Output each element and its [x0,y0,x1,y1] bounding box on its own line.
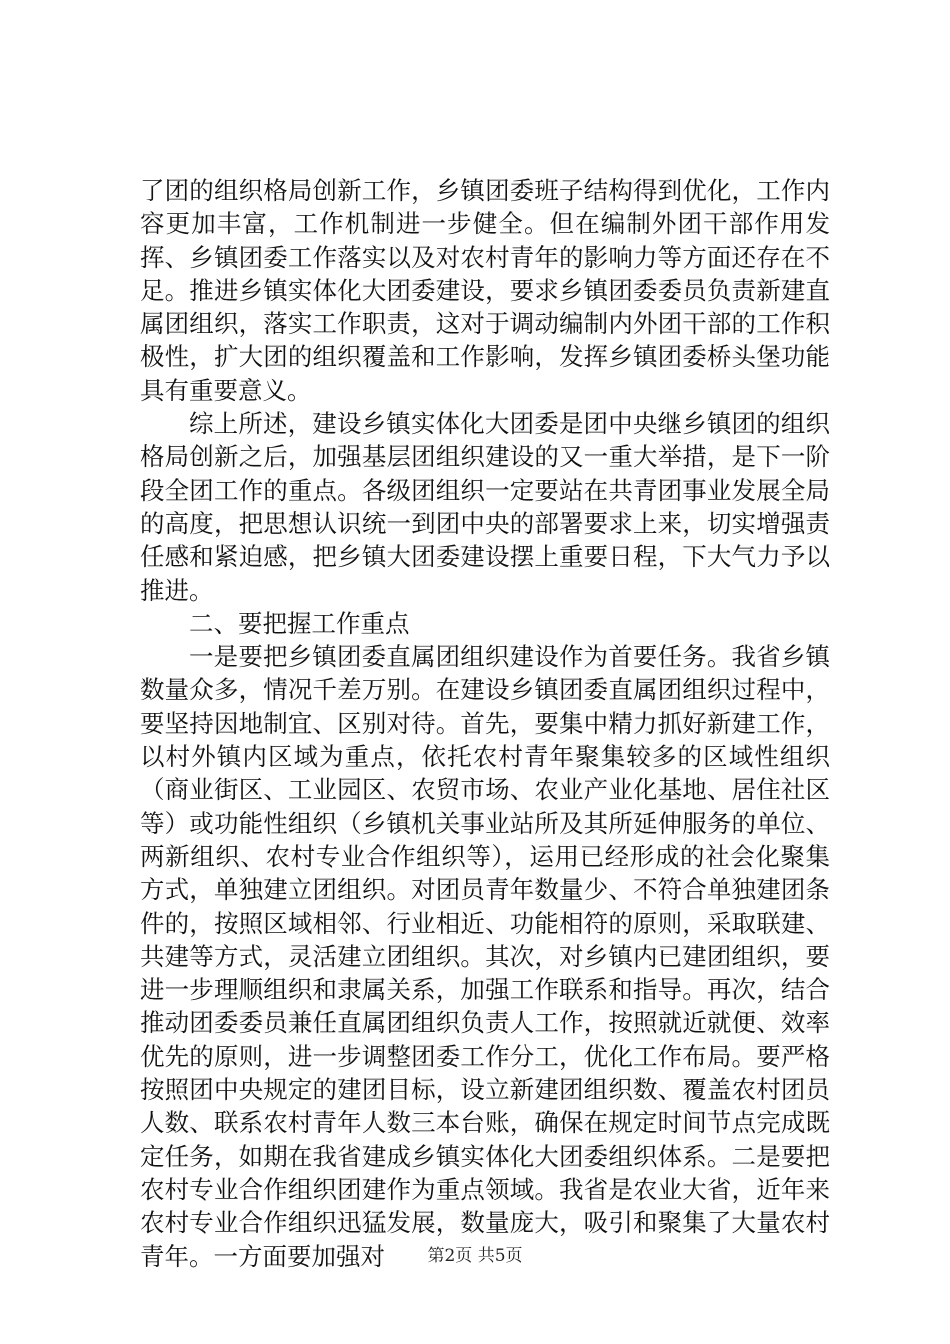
paragraph-summary: 综上所述，建设乡镇实体化大团委是团中央继乡镇团的组织格局创新之后，加强基层团组织建设的又一重大举措，是下一阶段全团工作的重点。各级团组织一定要站在共青团事业发展全局的高度，把思想认识统一到团中央的部署要求上来，切实增强责任感和紧迫感，把乡镇大团委建设摆上重要日程，下大气力予以推进。 [140,409,830,605]
page-number-footer: 第2页 共5页 [427,1246,523,1266]
paragraph-key-tasks: 一是要把乡镇团委直属团组织建设作为首要任务。我省乡镇数量众多，情况千差万别。在建设乡镇团委直属团组织过程中，要坚持因地制宜、区别对待。首先，要集中精力抓好新建工作，以村外镇内区域为重点，依托农村青年聚集较多的区域性组织（商业街区、工业园区、农贸市场、农业产业化基地、居住社区等）或功能性组织（乡镇机关事业站所及其所延伸服务的单位、两新组织、农村专业合作组织等），运用已经形成的社会化聚集方式，单独建立团组织。对团员青年数量少、不符合单独建团条件的，按照区域相邻、行业相近、功能相符的原则，采取联建、共建等方式，灵活建立团组织。其次，对乡镇内已建团组织，要进一步理顺组织和隶属关系，加强工作联系和指导。再次，结合推动团委委员兼任直属团组织负责人工作，按照就近就便、效率优先的原则，进一步调整团委工作分工，优化工作布局。要严格按照团中央规定的建团目标，设立新建团组织数、覆盖农村团员人数、联系农村青年人数三本台账，确保在规定时间节点完成既定任务，如期在我省建成乡镇实体化大团委组织体系。二是要把农村专业合作组织团建作为重点领域。我省是农业大省，近年来农村专业合作组织迅猛发展，数量庞大，吸引和聚集了大量农村青年。一方面要加强对 [140,642,830,1271]
document-body [140,174,830,1273]
paragraph-continued: 了团的组织格局创新工作，乡镇团委班子结构得到优化，工作内容更加丰富，工作机制进一步健全。但在编制外团干部作用发挥、乡镇团委工作落实以及对农村青年的影响力等方面还存在不足。推进乡镇实体化大团委建设，要求乡镇团委委员负责新建直属团组织，落实工作职责，这对于调动编制内外团干部的工作积极性，扩大团的组织覆盖和工作影响，发挥乡镇团委桥头堡功能具有重要意义。 [140,176,830,405]
section-heading: 二、要把握工作重点 [189,608,410,638]
